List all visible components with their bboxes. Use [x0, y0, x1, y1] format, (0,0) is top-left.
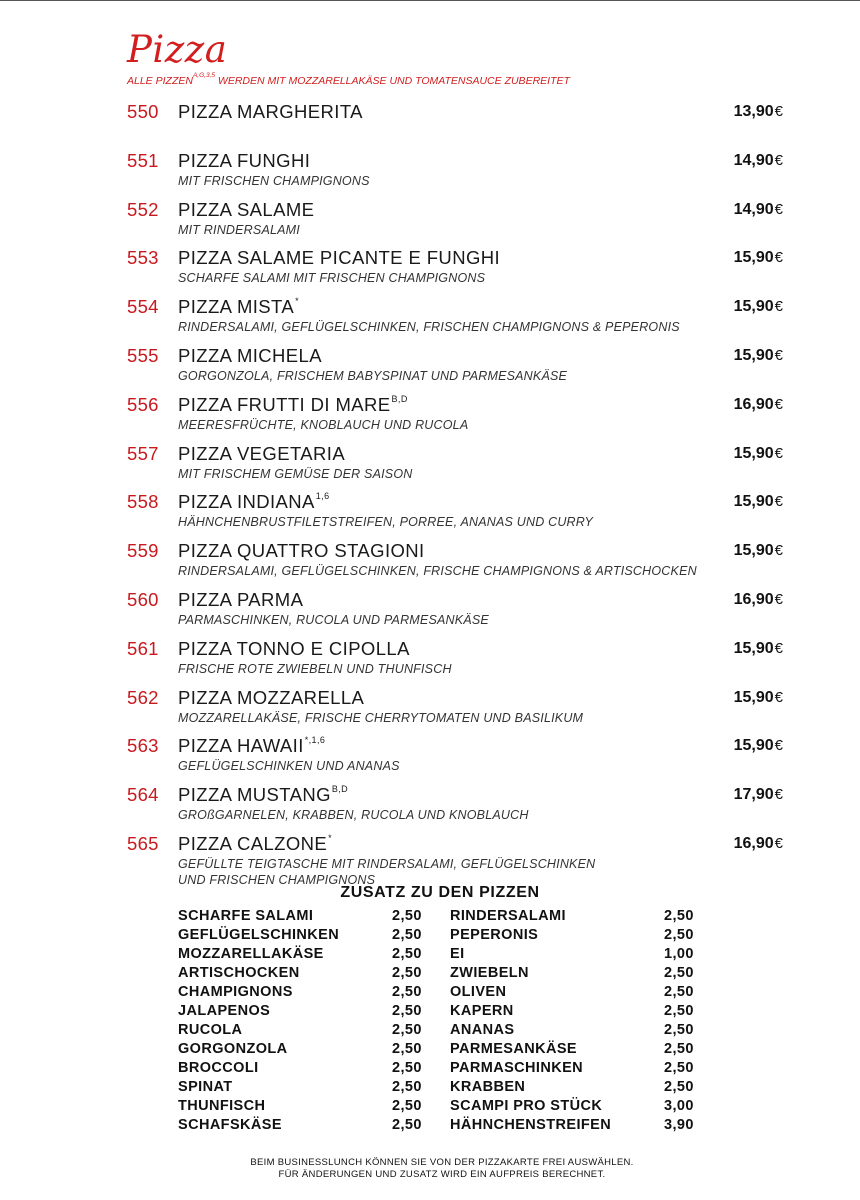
extra-name: OLIVEN	[450, 984, 507, 1000]
extra-price: 2,50	[664, 1003, 694, 1019]
item-price-value: 13,90	[733, 103, 774, 120]
page-title: Pizza	[127, 28, 228, 71]
item-description-line: HÄHNCHENBRUSTFILETSTREIFEN, PORREE, ANANAS UND CURRY	[178, 515, 594, 530]
item-description-line: PARMASCHINKEN, RUCOLA UND PARMESANKÄSE	[178, 613, 489, 627]
item-name	[178, 199, 314, 221]
extra-price: 2,50	[392, 1041, 422, 1057]
item-number: 562	[127, 686, 159, 708]
extra-price: 2,50	[392, 1022, 422, 1038]
item-name-text: PIZZA FUNGHI	[178, 149, 311, 171]
allergen-codes: *	[328, 833, 333, 843]
item-description	[178, 173, 370, 189]
item-name	[178, 638, 410, 660]
item-description	[178, 270, 485, 286]
extra-name: SCHAFSKÄSE	[178, 1117, 282, 1133]
item-price-value: 15,90	[733, 249, 774, 267]
item-name	[178, 589, 303, 611]
currency-symbol: €	[774, 639, 783, 657]
item-price	[734, 445, 783, 463]
item-name-text: PIZZA SALAME PICANTE E FUNGHI	[178, 247, 501, 269]
extra-price: 2,50	[392, 1079, 422, 1095]
item-name	[178, 101, 363, 123]
item-price-value: 15,90	[733, 444, 774, 462]
item-name	[178, 296, 299, 318]
item-description-line: MIT RINDERSALAMI	[178, 222, 300, 237]
item-description-line: MIT FRISCHEN CHAMPIGNONS	[178, 173, 370, 188]
item-price-value: 15,90	[733, 639, 774, 657]
item-number: 551	[127, 149, 159, 171]
extras-title: ZUSATZ ZU DEN PIZZEN	[340, 884, 540, 901]
currency-symbol: €	[774, 591, 783, 608]
item-description	[178, 222, 300, 238]
item-price	[734, 249, 783, 267]
footer-line-2: FÜR ÄNDERUNGEN UND ZUSATZ WIRD EIN AUFPREIS BERECHNET.	[278, 1169, 606, 1180]
extra-price: 2,50	[664, 1041, 694, 1057]
extra-name: PEPERONIS	[450, 927, 539, 943]
extra-name: RINDERSALAMI	[450, 908, 566, 924]
item-description-line: GEFLÜGELSCHINKEN UND ANANAS	[178, 759, 400, 774]
item-number: 560	[127, 589, 159, 610]
item-description-line: MIT FRISCHEM GEMÜSE DER SAISON	[178, 466, 413, 481]
extra-name: RUCOLA	[178, 1022, 243, 1038]
extra-price: 2,50	[392, 908, 422, 924]
item-price-value: 14,90	[733, 151, 774, 169]
extra-name: HÄHNCHENSTREIFEN	[450, 1117, 612, 1133]
item-name-text: PIZZA INDIANA	[178, 491, 315, 513]
extra-price: 2,50	[664, 965, 694, 981]
item-number: 550	[127, 101, 159, 122]
subtitle-pre: ALLE PIZZEN	[127, 75, 193, 87]
item-name-text: PIZZA PARMA	[178, 589, 304, 610]
item-number: 564	[127, 784, 159, 806]
item-price-value: 15,90	[733, 737, 774, 755]
item-price-value: 16,90	[733, 835, 774, 852]
item-price-value: 15,90	[733, 347, 774, 364]
extra-name: ANANAS	[450, 1022, 515, 1038]
item-description-line: RINDERSALAMI, GEFLÜGELSCHINKEN, FRISCHE CHAMPIGNONS & ARTISCHOCKEN	[178, 564, 697, 579]
extra-price: 3,90	[664, 1117, 694, 1133]
item-name-text: PIZZA TONNO E CIPOLLA	[178, 637, 410, 659]
currency-symbol: €	[774, 737, 783, 755]
item-name	[178, 784, 348, 806]
item-price	[734, 689, 783, 707]
extra-price: 2,50	[664, 1022, 694, 1038]
currency-symbol: €	[774, 542, 783, 560]
item-name-text: PIZZA QUATTRO STAGIONI	[178, 540, 425, 562]
allergen-codes: 1,6	[315, 491, 330, 502]
item-price	[734, 542, 783, 560]
item-description-line: GROßGARNELEN, KRABBEN, RUCOLA UND KNOBLAUCH	[178, 808, 529, 823]
extra-price: 2,50	[392, 1003, 422, 1019]
item-name	[178, 491, 330, 513]
currency-symbol: €	[774, 249, 783, 267]
footer-line-1: BEIM BUSINESSLUNCH KÖNNEN SIE VON DER PIZZAKARTE FREI AUSWÄHLEN.	[250, 1157, 634, 1168]
item-price	[734, 298, 783, 316]
extra-price: 2,50	[392, 1060, 422, 1076]
item-price	[734, 396, 783, 414]
footer-note	[0, 1157, 860, 1181]
item-number: 556	[127, 393, 159, 415]
item-number: 552	[127, 198, 159, 220]
currency-symbol: €	[774, 151, 783, 169]
currency-symbol: €	[774, 103, 783, 120]
item-description-line: MOZZARELLAKÄSE, FRISCHE CHERRYTOMATEN UND BASILIKUM	[178, 710, 584, 725]
item-description	[178, 563, 697, 579]
subtitle-post: WERDEN MIT MOZZARELLAKÄSE UND TOMATENSAUCE ZUBEREITET	[217, 75, 570, 87]
item-price	[734, 493, 783, 511]
item-price-value: 17,90	[733, 786, 774, 804]
item-number: 553	[127, 247, 159, 269]
item-name-text: PIZZA CALZONE	[178, 833, 328, 854]
extra-price: 2,50	[392, 927, 422, 943]
allergen-codes: *,1,6	[304, 735, 326, 746]
extra-name: BROCCOLI	[178, 1060, 259, 1076]
item-description	[178, 612, 489, 628]
item-description	[178, 368, 567, 384]
subtitle-allergen-codes: A,G,3,5	[192, 72, 215, 79]
item-price-value: 16,90	[733, 395, 774, 413]
item-description-line: UND FRISCHEN CHAMPIGNONS	[178, 873, 376, 887]
item-description	[178, 661, 452, 677]
item-description	[178, 319, 680, 335]
item-price	[734, 103, 783, 121]
item-name	[178, 394, 408, 416]
extra-name: KAPERN	[450, 1003, 514, 1019]
item-price	[734, 640, 783, 658]
item-price	[734, 786, 783, 804]
extra-name: JALAPENOS	[178, 1003, 271, 1019]
item-number: 555	[127, 345, 159, 366]
item-number: 558	[127, 491, 159, 513]
extra-price: 2,50	[392, 984, 422, 1000]
allergen-codes: B,D	[391, 393, 408, 404]
item-price-value: 15,90	[733, 493, 774, 511]
item-name-text: PIZZA MARGHERITA	[178, 101, 363, 122]
item-name	[178, 833, 332, 855]
item-price	[734, 737, 783, 755]
extra-name: SCHARFE SALAMI	[178, 908, 314, 924]
item-price-value: 15,90	[733, 688, 774, 706]
item-number: 554	[127, 296, 159, 318]
extra-name: CHAMPIGNONS	[178, 984, 293, 1000]
item-description	[178, 807, 529, 823]
currency-symbol: €	[774, 688, 783, 706]
item-name-text: PIZZA FRUTTI DI MARE	[178, 393, 391, 415]
item-price	[734, 835, 783, 853]
item-description-line: RINDERSALAMI, GEFLÜGELSCHINKEN, FRISCHEN CHAMPIGNONS & PEPERONIS	[178, 320, 680, 335]
item-price-value: 15,90	[733, 542, 774, 560]
item-number: 561	[127, 637, 159, 659]
extra-name: GEFLÜGELSCHINKEN	[178, 927, 340, 943]
currency-symbol: €	[774, 444, 783, 462]
currency-symbol: €	[774, 395, 783, 413]
extra-name: PARMASCHINKEN	[450, 1060, 584, 1076]
extra-name: MOZZARELLAKÄSE	[178, 946, 324, 962]
currency-symbol: €	[774, 200, 783, 218]
item-description	[178, 514, 593, 530]
extra-name: SCAMPI PRO STÜCK	[450, 1098, 603, 1114]
item-name-text: PIZZA MUSTANG	[178, 784, 331, 806]
item-description-line: SCHARFE SALAMI MIT FRISCHEN CHAMPIGNONS	[178, 271, 486, 286]
extra-name: EI	[450, 946, 465, 962]
item-name-text: PIZZA MOZZARELLA	[178, 686, 365, 708]
currency-symbol: €	[774, 298, 783, 316]
item-name-text: PIZZA MICHELA	[178, 345, 322, 366]
currency-symbol: €	[774, 493, 783, 511]
item-description	[178, 758, 400, 774]
item-price	[734, 347, 783, 365]
extra-name: KRABBEN	[450, 1079, 526, 1095]
extra-price: 2,50	[392, 1098, 422, 1114]
extra-price: 2,50	[392, 965, 422, 981]
item-price-value: 16,90	[733, 591, 774, 608]
item-name	[178, 345, 322, 367]
allergen-codes: B,D	[331, 784, 349, 795]
allergen-codes: *	[295, 296, 300, 307]
extra-price: 2,50	[664, 1060, 694, 1076]
item-price-value: 15,90	[733, 298, 774, 316]
extra-name: SPINAT	[178, 1079, 233, 1095]
item-number: 557	[127, 442, 159, 464]
item-price-value: 14,90	[733, 200, 774, 218]
item-description-line: MEERESFRÜCHTE, KNOBLAUCH UND RUCOLA	[178, 417, 469, 432]
extra-name: PARMESANKÄSE	[450, 1041, 577, 1057]
item-description-line: GORGONZOLA, FRISCHEM BABYSPINAT UND PARMESANKÄSE	[178, 369, 568, 383]
item-name	[178, 247, 500, 269]
item-name-text: PIZZA SALAME	[178, 198, 315, 220]
extra-name: THUNFISCH	[178, 1098, 266, 1114]
item-name-text: PIZZA VEGETARIA	[178, 442, 346, 464]
extra-price: 2,50	[664, 908, 694, 924]
extra-price: 1,00	[664, 946, 694, 962]
item-number: 565	[127, 833, 159, 854]
extra-name: ARTISCHOCKEN	[178, 965, 300, 981]
extra-name: GORGONZOLA	[178, 1041, 288, 1057]
item-number: 559	[127, 540, 159, 562]
item-price	[734, 152, 783, 170]
extra-price: 3,00	[664, 1098, 694, 1114]
extra-price: 2,50	[392, 1117, 422, 1133]
extra-name: ZWIEBELN	[450, 965, 529, 981]
item-description	[178, 417, 468, 433]
currency-symbol: €	[774, 347, 783, 364]
item-description	[178, 710, 583, 726]
item-description-line: GEFÜLLTE TEIGTASCHE MIT RINDERSALAMI, GEFLÜGELSCHINKEN	[178, 857, 596, 871]
item-name	[178, 443, 345, 465]
item-name	[178, 735, 325, 757]
extra-price: 2,50	[664, 984, 694, 1000]
extra-price: 2,50	[664, 1079, 694, 1095]
item-description	[178, 466, 413, 482]
item-name	[178, 687, 364, 709]
item-price	[734, 201, 783, 219]
item-name	[178, 150, 310, 172]
extra-price: 2,50	[392, 946, 422, 962]
item-name-text: PIZZA HAWAII	[178, 735, 304, 757]
item-name	[178, 540, 425, 562]
item-name-text: PIZZA MISTA	[178, 296, 295, 318]
item-number: 563	[127, 735, 159, 757]
extra-price: 2,50	[664, 927, 694, 943]
currency-symbol: €	[774, 835, 783, 852]
item-description-line: FRISCHE ROTE ZWIEBELN UND THUNFISCH	[178, 661, 452, 676]
currency-symbol: €	[774, 786, 783, 804]
item-price	[734, 591, 783, 609]
